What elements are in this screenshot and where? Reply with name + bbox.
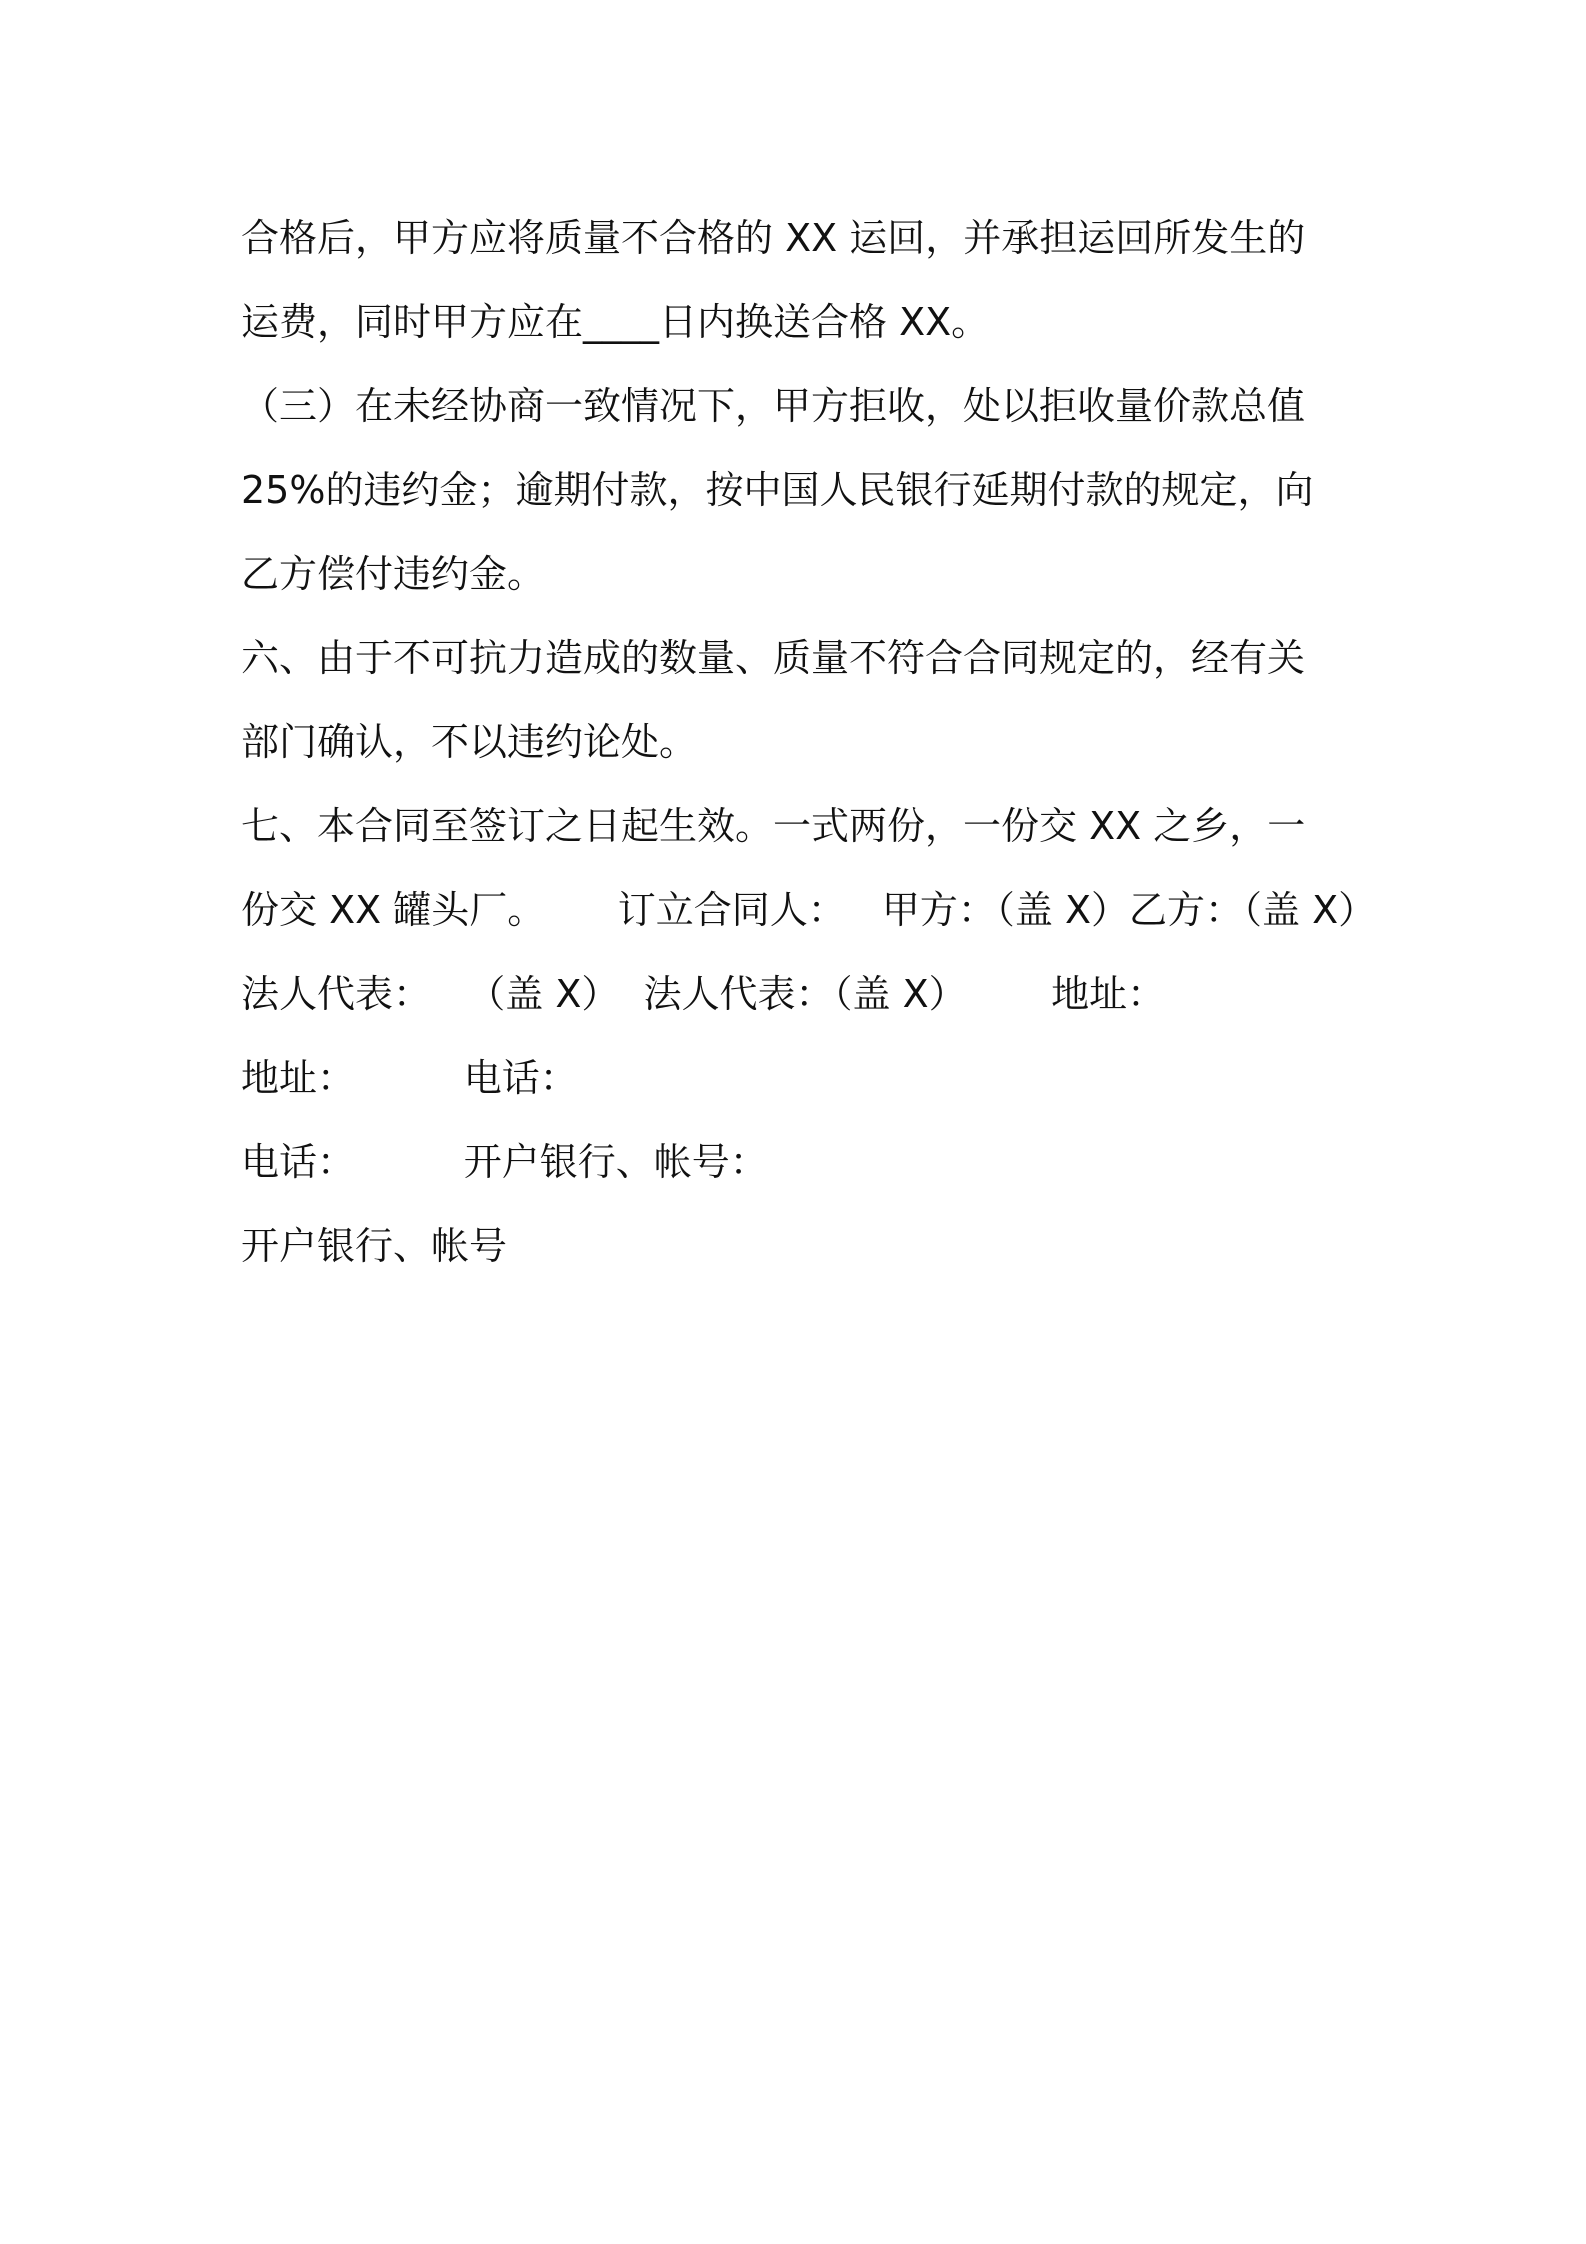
signature-line: 法人代表： （盖 X） 法人代表：（盖 X） 地址： [241,972,1166,1016]
paragraph-line: 运费，同时甲方应在____日内换送合格 XX。 [241,300,990,344]
paragraph-line: 六、由于不可抗力造成的数量、质量不符合合同规定的，经有关 [241,636,1306,680]
signature-line: 开户银行、帐号 [241,1224,508,1268]
signature-line: 电话： 开户银行、帐号： [241,1140,768,1184]
paragraph-line: 乙方偿付违约金。 [241,552,546,596]
signature-line: 地址： 电话： [241,1056,578,1100]
signature-line: 份交 XX 罐头厂。 订立合同人： 甲方：（盖 X）乙方：（盖 X） [241,888,1377,932]
paragraph-line: （三）在未经协商一致情况下，甲方拒收，处以拒收量价款总值 [241,384,1306,428]
paragraph-line: 七、本合同至签订之日起生效。一式两份，一份交 XX 之乡，一 [241,804,1306,848]
document-body [241,196,1377,1288]
paragraph-line: 25%的违约金；逾期付款，按中国人民银行延期付款的规定，向 [241,468,1314,512]
paragraph-line: 部门确认，不以违约论处。 [241,720,698,764]
paragraph-line: 合格后，甲方应将质量不合格的 XX 运回，并承担运回所发生的 [241,216,1306,260]
